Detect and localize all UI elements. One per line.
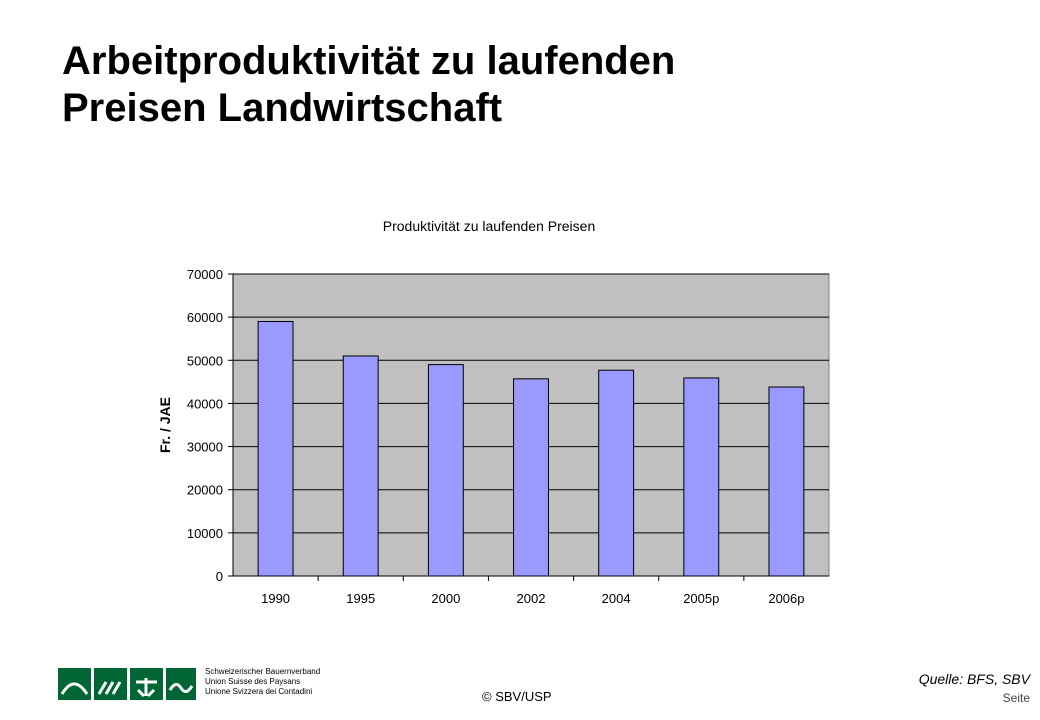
y-tick-label: 0 [215, 569, 223, 584]
slide-title-line-2: Preisen Landwirtschaft [62, 86, 503, 130]
page-label: Seite [1002, 691, 1030, 705]
y-tick-label: 10000 [186, 525, 223, 541]
bar-2004 [599, 370, 634, 576]
copyright-text: © SBV/USP [482, 689, 552, 704]
x-tick-label: 2002 [516, 591, 546, 606]
y-tick-label: 70000 [186, 267, 223, 282]
org-name-it: Unione Svizzera dei Contadini [205, 687, 313, 696]
bar-1990 [258, 321, 293, 576]
y-axis-ticks [187, 267, 233, 584]
x-axis-ticks [261, 576, 804, 606]
bar-2006p [769, 387, 804, 576]
source-text: Quelle: BFS, SBV [918, 671, 1030, 687]
organization-names [205, 667, 320, 697]
slide-title-line-1: Arbeitproduktivität zu laufenden [62, 39, 676, 83]
y-tick-label: 50000 [186, 353, 223, 369]
y-tick-label: 20000 [186, 482, 223, 498]
x-tick-label: 1995 [346, 591, 376, 606]
bar-2000 [428, 365, 463, 576]
x-tick-label: 2006p [768, 591, 805, 606]
x-tick-label: 2000 [431, 591, 461, 606]
x-tick-label: 2004 [601, 591, 631, 606]
bar-2005p [684, 378, 719, 576]
x-tick-label: 1990 [261, 591, 291, 606]
y-tick-label: 60000 [186, 310, 223, 326]
org-name-fr: Union Suisse des Paysans [205, 677, 301, 686]
bar-1995 [343, 356, 378, 576]
sbv-logo [58, 664, 198, 704]
chart-title: Produktivität zu laufenden Preisen [382, 218, 596, 234]
y-tick-label: 30000 [186, 439, 223, 455]
y-tick-label: 40000 [186, 396, 223, 412]
bar-2002 [514, 379, 549, 576]
x-tick-label: 2005p [683, 591, 720, 606]
y-axis-label: Fr. / JAE [157, 396, 173, 454]
org-name-de: Schweizerischer Bauernverband [205, 667, 321, 676]
